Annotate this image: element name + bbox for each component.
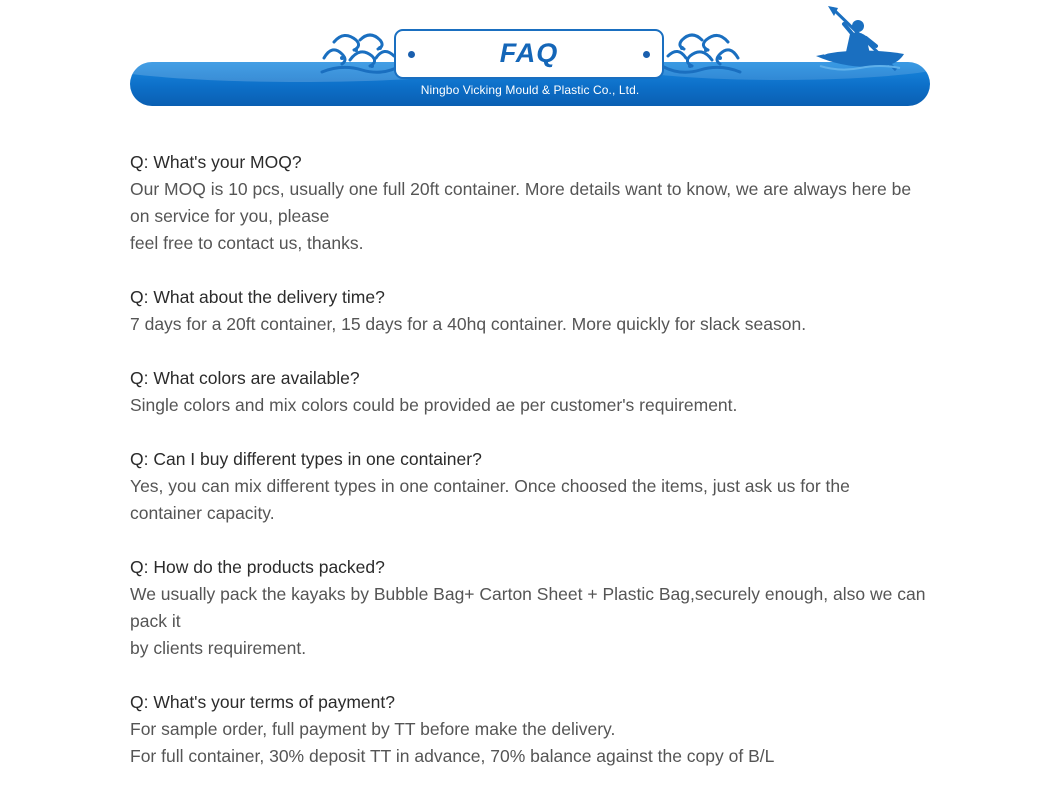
- faq-item-packing: [130, 554, 935, 662]
- faq-question: Q: What's your terms of payment?: [130, 692, 395, 712]
- faq-title-plate: [394, 29, 664, 79]
- faq-item-delivery: [130, 284, 935, 338]
- page-title: FAQ: [499, 38, 559, 68]
- faq-answer-line: pack it: [130, 611, 181, 631]
- faq-answer-line: Single colors and mix colors could be provided ae per customer's requirement.: [130, 395, 738, 415]
- faq-question: Q: What about the delivery time?: [130, 287, 385, 307]
- faq-answer-line: container capacity.: [130, 503, 275, 523]
- faq-question: Q: How do the products packed?: [130, 557, 385, 577]
- faq-item-moq: [130, 149, 935, 257]
- faq-item-mixed-types: [130, 446, 935, 527]
- company-name: Ningbo Vicking Mould & Plastic Co., Ltd.: [420, 83, 640, 97]
- faq-answer-line: Our MOQ is 10 pcs, usually one full 20ft container. More details want to know, we are always here be: [130, 179, 912, 199]
- faq-answer-line: on service for you, please: [130, 206, 330, 226]
- faq-question: Q: Can I buy different types in one container?: [130, 449, 482, 469]
- faq-question: Q: What colors are available?: [130, 368, 360, 388]
- faq-item-colors: [130, 365, 935, 419]
- plate-dot: [643, 51, 650, 58]
- kayaker-icon: [810, 4, 910, 79]
- wave-ornament-icon: [320, 28, 400, 78]
- faq-list: [130, 149, 935, 797]
- faq-answer-line: For sample order, full payment by TT before make the delivery.: [130, 719, 616, 739]
- faq-item-payment: [130, 689, 935, 770]
- faq-answer-line: Yes, you can mix different types in one container. Once choosed the items, just ask us for the: [130, 476, 850, 496]
- faq-answer-line: feel free to contact us, thanks.: [130, 233, 364, 253]
- wave-ornament-icon: [662, 28, 742, 78]
- faq-answer-line: We usually pack the kayaks by Bubble Bag+ Carton Sheet + Plastic Bag,securely enough, also we can: [130, 584, 926, 604]
- faq-banner: [130, 0, 930, 110]
- faq-answer-line: For full container, 30% deposit TT in advance, 70% balance against the copy of B/L: [130, 746, 775, 766]
- faq-question: Q: What's your MOQ?: [130, 152, 302, 172]
- faq-answer-line: by clients requirement.: [130, 638, 307, 658]
- faq-answer-line: 7 days for a 20ft container, 15 days for a 40hq container. More quickly for slack season.: [130, 314, 807, 334]
